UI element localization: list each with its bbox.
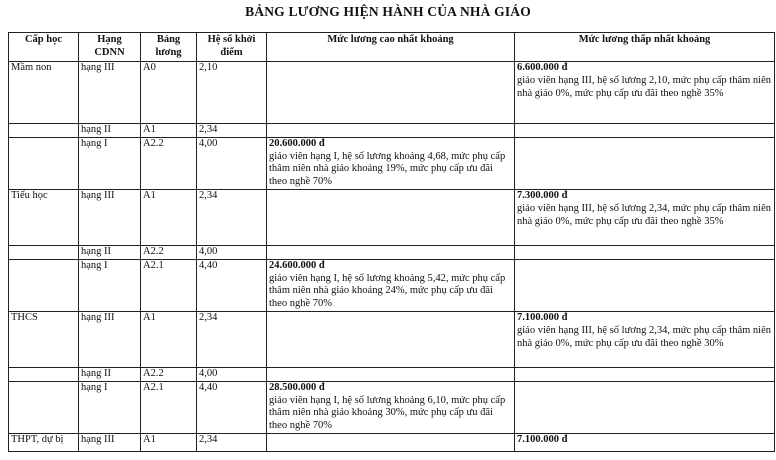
- min-salary-note: giáo viên hạng III, hệ số lương 2,34, mức phụ cấp thâm niên nhà giáo 0%, mức phụ cấp ưu đãi theo nghề 35%: [517, 202, 771, 227]
- min-salary-amount: 7.100.000 đ: [517, 433, 568, 445]
- cell-scale: A1: [141, 189, 197, 245]
- cell-min-salary: [515, 311, 775, 367]
- header-max-salary: Mức lương cao nhất khoảng: [267, 33, 515, 62]
- cell-coefficient: 2,34: [197, 124, 267, 138]
- max-salary-note: giáo viên hạng I, hệ số lương khoảng 6,10, mức phụ cấp thâm niên nhà giáo khoảng 30%, mức phụ cấp ưu đãi theo nghề 70%: [269, 394, 506, 432]
- cell-min-salary: [515, 245, 775, 259]
- cell-scale: A2.2: [141, 245, 197, 259]
- cell-rank: hạng II: [79, 124, 141, 138]
- cell-max-salary: [267, 124, 515, 138]
- table-row: [9, 124, 775, 138]
- header-coefficient: Hệ số khởi điểm: [197, 33, 267, 62]
- cell-level: [9, 381, 79, 433]
- cell-scale: A2.1: [141, 259, 197, 311]
- cell-scale: A2.1: [141, 381, 197, 433]
- cell-coefficient: 4,40: [197, 381, 267, 433]
- cell-scale: A1: [141, 124, 197, 138]
- cell-coefficient: 2,34: [197, 311, 267, 367]
- cell-scale: A1: [141, 433, 197, 451]
- cell-level: [9, 245, 79, 259]
- min-salary-note: giáo viên hạng III, hệ số lương 2,34, mức phụ cấp thâm niên nhà giáo 0%, mức phụ cấp ưu đãi theo nghề 30%: [517, 324, 771, 349]
- cell-level: Mầm non: [9, 62, 79, 124]
- table-row: [9, 189, 775, 245]
- table-row: [9, 381, 775, 433]
- cell-rank: hạng I: [79, 381, 141, 433]
- max-salary-amount: 24.600.000 đ: [269, 259, 325, 271]
- table-row: [9, 137, 775, 189]
- header-row: [9, 33, 775, 62]
- cell-min-salary: [515, 367, 775, 381]
- cell-level: [9, 124, 79, 138]
- header-level: Cấp học: [9, 33, 79, 62]
- cell-scale: A1: [141, 311, 197, 367]
- cell-min-salary: [515, 381, 775, 433]
- cell-scale: A2.2: [141, 137, 197, 189]
- cell-rank: hạng III: [79, 311, 141, 367]
- cell-scale: A2.2: [141, 367, 197, 381]
- cell-rank: hạng II: [79, 245, 141, 259]
- cell-rank: hạng I: [79, 137, 141, 189]
- cell-min-salary: [515, 259, 775, 311]
- max-salary-amount: 28.500.000 đ: [269, 381, 325, 393]
- cell-coefficient: 2,10: [197, 62, 267, 124]
- cell-level: THPT, dự bị: [9, 433, 79, 451]
- min-salary-amount: 7.300.000 đ: [517, 189, 568, 201]
- header-scale: Bảng lương: [141, 33, 197, 62]
- cell-max-salary: [267, 245, 515, 259]
- cell-max-salary: [267, 433, 515, 451]
- table-row: [9, 433, 775, 451]
- table-row: [9, 245, 775, 259]
- cell-coefficient: 4,00: [197, 367, 267, 381]
- cell-level: [9, 367, 79, 381]
- cell-level: [9, 137, 79, 189]
- header-rank: Hạng CDNN: [79, 33, 141, 62]
- cell-rank: hạng I: [79, 259, 141, 311]
- cell-min-salary: [515, 137, 775, 189]
- min-salary-amount: 6.600.000 đ: [517, 62, 568, 73]
- table-row: [9, 259, 775, 311]
- cell-coefficient: 4,00: [197, 137, 267, 189]
- cell-max-salary: [267, 189, 515, 245]
- cell-max-salary: [267, 381, 515, 433]
- cell-max-salary: [267, 259, 515, 311]
- cell-max-salary: [267, 367, 515, 381]
- table-row: [9, 367, 775, 381]
- cell-rank: hạng III: [79, 189, 141, 245]
- max-salary-note: giáo viên hạng I, hệ số lương khoảng 4,68, mức phụ cấp thâm niên nhà giáo khoảng 19%, mức phụ cấp ưu đãi theo nghề 70%: [269, 150, 506, 188]
- min-salary-amount: 7.100.000 đ: [517, 311, 568, 323]
- min-salary-note: giáo viên hạng III, hệ số lương 2,10, mức phụ cấp thâm niên nhà giáo 0%, mức phụ cấp ưu đãi theo nghề 35%: [517, 74, 771, 99]
- cell-coefficient: 4,40: [197, 259, 267, 311]
- cell-rank: hạng III: [79, 62, 141, 124]
- cell-rank: hạng II: [79, 367, 141, 381]
- header-min-salary: Mức lương thấp nhất khoảng: [515, 33, 775, 62]
- table-row: [9, 311, 775, 367]
- cell-min-salary: [515, 124, 775, 138]
- salary-table: [8, 32, 775, 452]
- max-salary-note: giáo viên hạng I, hệ số lương khoảng 5,42, mức phụ cấp thâm niên nhà giáo khoảng 24%, mức phụ cấp ưu đãi theo nghề 70%: [269, 272, 506, 310]
- table-row: [9, 62, 775, 124]
- cell-coefficient: 4,00: [197, 245, 267, 259]
- cell-level: Tiểu học: [9, 189, 79, 245]
- cell-min-salary: [515, 62, 775, 124]
- cell-min-salary: [515, 189, 775, 245]
- page-title: BẢNG LƯƠNG HIỆN HÀNH CỦA NHÀ GIÁO: [245, 4, 531, 19]
- cell-max-salary: [267, 62, 515, 124]
- cell-level: THCS: [9, 311, 79, 367]
- cell-coefficient: 2,34: [197, 189, 267, 245]
- cell-max-salary: [267, 311, 515, 367]
- max-salary-amount: 20.600.000 đ: [269, 137, 325, 149]
- cell-min-salary: [515, 433, 775, 451]
- cell-coefficient: 2,34: [197, 433, 267, 451]
- cell-rank: hạng III: [79, 433, 141, 451]
- cell-level: [9, 259, 79, 311]
- cell-max-salary: [267, 137, 515, 189]
- cell-scale: A0: [141, 62, 197, 124]
